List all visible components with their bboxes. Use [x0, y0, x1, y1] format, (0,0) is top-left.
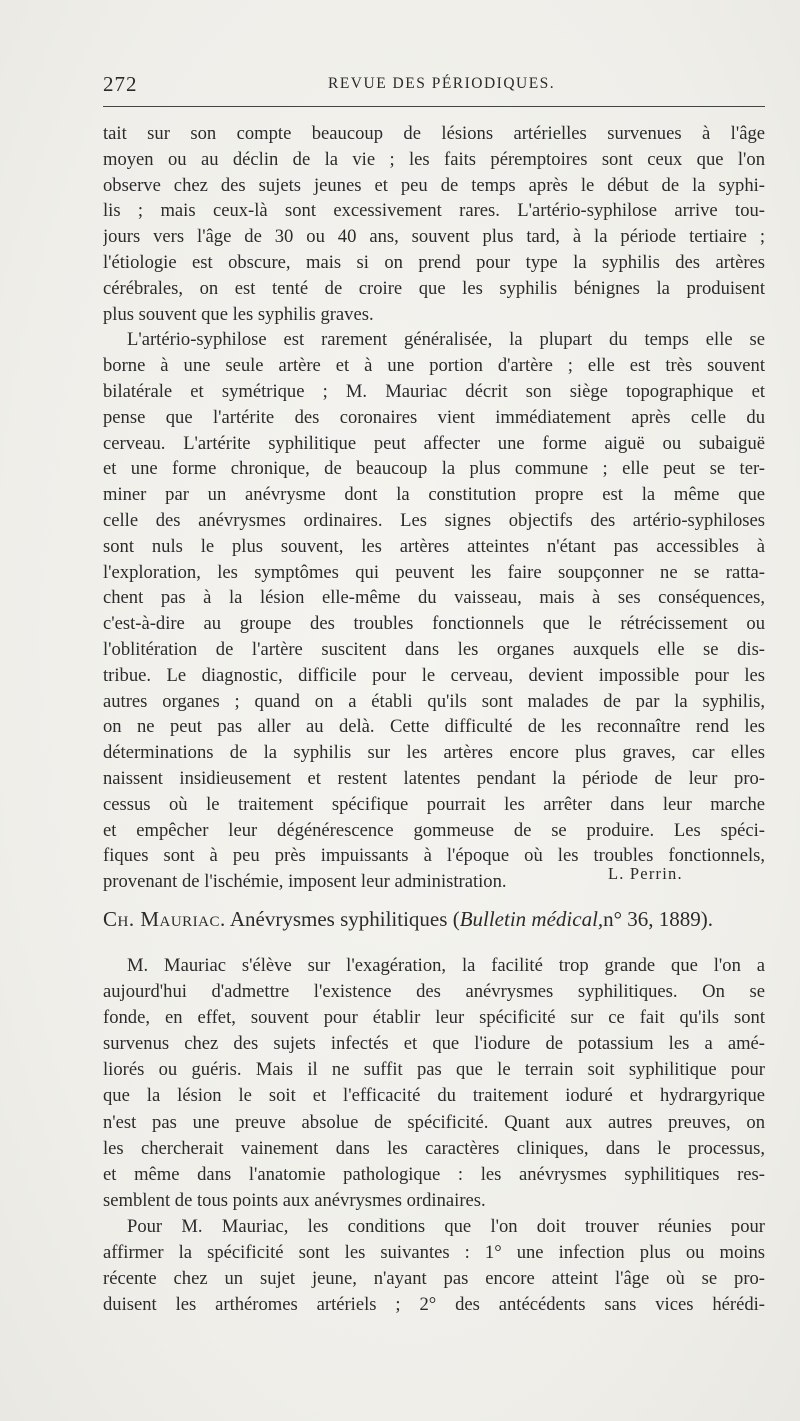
text-line: celle des anévrysmes ordinaires. Les signes objectifs des artério-syphiloses [103, 509, 765, 531]
text-line: pense que l'artérite des coronaires vient immédiatement après celle du [103, 406, 765, 428]
text-line: et une forme chronique, de beaucoup la plus commune ; elle peut se ter- [103, 458, 765, 480]
text-line: fiques sont à peu près impuissants à l'époque où les troubles fonctionnels, [103, 845, 765, 867]
text-line: jours vers l'âge de 30 ou 40 ans, souvent plus tard, à la période tertiaire ; [103, 226, 765, 248]
text-line: aujourd'hui d'admettre l'existence des anévrysmes syphilitiques. On se [103, 981, 765, 1003]
text-line: semblent de tous points aux anévrysmes ordinaires. [103, 1189, 486, 1211]
running-head: REVUE DES PÉRIODIQUES. [328, 75, 556, 92]
section-1-text [103, 121, 765, 895]
text-line: tribue. Le diagnostic, difficile pour le cerveau, devient impossible pour les [103, 664, 765, 686]
text-line: bilatérale et symétrique ; M. Mauriac décrit son siège topographique et [103, 380, 765, 402]
text-line: n'est pas une preuve absolue de spécificité. Quant aux autres preuves, on [103, 1111, 765, 1133]
text-line: et empêcher leur dégénérescence gommeuse de se produire. Les spéci- [103, 819, 765, 841]
text-line: plus souvent que les syphilis graves. [103, 303, 374, 325]
text-line: les chercherait vainement dans les caractères cliniques, dans le processus, [103, 1137, 765, 1159]
article-title: Anévrysmes syphilitiques [229, 907, 448, 931]
text-line: on ne peut pas aller au delà. Cette difficulté de les reconnaître rend les [103, 716, 765, 738]
text-line: sont nuls le plus souvent, les artères atteintes n'étant pas accessibles à [103, 535, 765, 557]
text-line: autres organes ; quand on a établi qu'ils sont malades de par la syphilis, [103, 690, 765, 712]
text-line: provenant de l'ischémie, imposent leur administration. [103, 871, 507, 893]
page-number: 272 [103, 72, 138, 96]
text-line: l'exploration, les symptômes qui peuvent les faire soupçonner ne se ratta- [103, 561, 765, 583]
citation-issue: n° 36, 1889). [603, 907, 714, 931]
header-rule [103, 106, 765, 107]
text-line: fonde, en effet, souvent pour établir leur spécificité sur ce fait qu'ils sont [103, 1007, 765, 1029]
section-2-text [103, 953, 765, 1318]
article-heading [103, 907, 778, 932]
text-line: et même dans l'anatomie pathologique : les anévrysmes syphilitiques res- [103, 1163, 765, 1185]
text-line: observe chez des sujets jeunes et peu de temps après le début de la syphi- [103, 174, 765, 196]
article-author: Ch. Mauriac. [103, 907, 226, 931]
text-line: que la lésion le soit et l'efficacité du traitement ioduré et hydrargyrique [103, 1085, 765, 1107]
text-line: lis ; mais ceux-là sont excessivement rares. L'artério-syphilose arrive tou- [103, 200, 765, 222]
text-line: naissent insidieusement et restent latentes pendant la période de leur pro- [103, 767, 765, 789]
journal-name: Bulletin médical, [459, 907, 604, 931]
text-line: M. Mauriac s'élève sur l'exagération, la facilité trop grande que l'on a [127, 955, 765, 976]
text-line: cérébrales, on est tenté de croire que les syphilis bénignes la produisent [103, 277, 765, 299]
text-line: survenus chez des sujets infectés et que l'iodure de potassium les a amé- [103, 1033, 765, 1055]
text-line: déterminations de la syphilis sur les artères encore plus graves, car elles [103, 742, 765, 764]
text-line: duisent les arthéromes artériels ; 2° des antécédents sans vices hérédi- [103, 1294, 765, 1316]
text-line: liorés ou guéris. Mais il ne suffit pas que le terrain soit syphilitique pour [103, 1059, 765, 1081]
text-line: miner par un anévrysme dont la constitution propre est la même que [103, 484, 765, 506]
text-line: L'artério-syphilose est rarement généralisée, la plupart du temps elle se [127, 329, 765, 351]
signature: L. Perrin. [608, 864, 683, 883]
page-header [103, 72, 765, 104]
text-line: borne à une seule artère et à une portion d'artère ; elle est très souvent [103, 355, 765, 377]
text-line: l'étiologie est obscure, mais si on prend pour type la syphilis des artères [103, 251, 765, 273]
text-line: affirmer la spécificité sont les suivantes : 1° une infection plus ou moins [103, 1242, 765, 1264]
text-line: chent pas à la lésion elle-même du vaisseau, mais à ses conséquences, [103, 587, 765, 609]
text-line: moyen ou au déclin de la vie ; les faits péremptoires sont ceux que l'on [103, 148, 765, 170]
citation-open: ( [452, 907, 460, 931]
text-line: cerveau. L'artérite syphilitique peut affecter une forme aiguë ou subaiguë [103, 432, 765, 454]
text-line: Pour M. Mauriac, les conditions que l'on doit trouver réunies pour [127, 1215, 765, 1237]
text-line: l'oblitération de l'artère suscitent dans les organes auxquels elle se dis- [103, 638, 765, 660]
text-line: tait sur son compte beaucoup de lésions artérielles survenues à l'âge [103, 123, 765, 144]
text-line: récente chez un sujet jeune, n'ayant pas encore atteint l'âge où se pro- [103, 1268, 765, 1290]
text-line: cessus où le traitement spécifique pourrait les arrêter dans leur marche [103, 793, 765, 815]
text-line: c'est-à-dire au groupe des troubles fonctionnels que le rétrécissement ou [103, 613, 765, 635]
